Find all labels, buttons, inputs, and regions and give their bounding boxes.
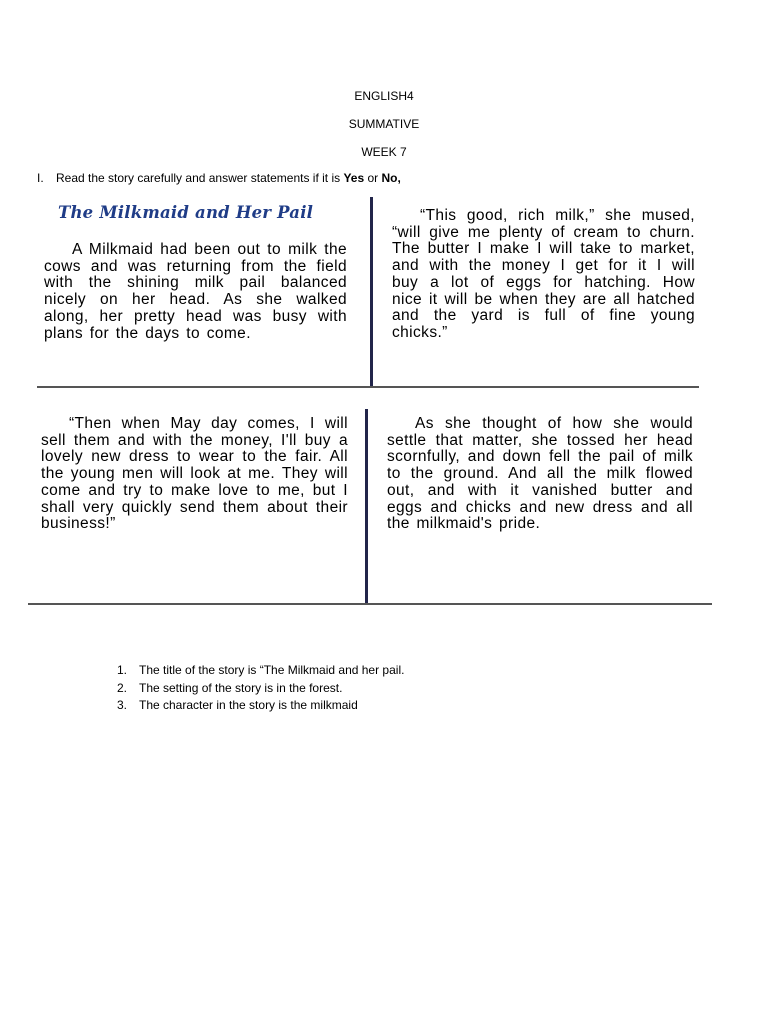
story-title: The Milkmaid and Her Pail [58, 203, 314, 222]
question-number: 3. [117, 698, 128, 712]
question-item [117, 680, 404, 698]
instruction-no: No, [381, 171, 401, 185]
week-heading: WEEK 7 [361, 145, 407, 159]
question-number: 2. [117, 680, 128, 695]
question-item [117, 697, 404, 715]
question-item [117, 662, 404, 680]
divider-horizontal-top [37, 386, 699, 388]
story-panel-3 [41, 416, 348, 592]
divider-vertical-bottom [365, 409, 368, 604]
instruction-or: or [364, 171, 382, 185]
story-panel-3-text: “Then when May day comes, I will sell them and with the money, I'll buy a lovely new dress to wear to the fair. All the young men will look at me. They will come and try to make love to me, but I shall very quickly send them about their business!” [41, 416, 348, 533]
question-number: 1. [117, 663, 128, 677]
story-panel-4-text: As she thought of how she would settle that matter, she tossed her head scornfully, and down fell the pail of milk to the ground. And all the milk flowed out, and with it vanished butter and eggs and chicks and new dress and all the milkmaid's pride. [387, 416, 693, 533]
divider-horizontal-bottom [28, 603, 712, 605]
question-text: The title of the story is “The Milkmaid and her pail. [139, 663, 405, 677]
question-text: The setting of the story is in the forest. [139, 680, 343, 695]
story-panel-1-text: A Milkmaid had been out to milk the cows and was returning from the field with the shining milk pail balanced nicely on her head. As she walked along, her pretty head was busy with plans for the days to come. [44, 242, 347, 342]
divider-vertical-top [370, 197, 373, 386]
story-panel-2 [392, 208, 695, 386]
instruction-number: I. [37, 171, 44, 185]
instruction-text: Read the story carefully and answer statements if it is [56, 171, 344, 185]
subject-heading: ENGLISH4 [354, 89, 414, 103]
story-panel-4 [387, 416, 693, 604]
instruction [37, 171, 401, 185]
instruction-yes: Yes [343, 171, 365, 185]
assessment-type-heading: SUMMATIVE [348, 117, 420, 131]
story-panel-2-text: “This good, rich milk,” she mused, “will give me plenty of cream to churn. The butter I make I will take to market, and with the money I get for it I will buy a lot of eggs for hatching. How nice it will be when they are all hatched and the yard is full of fine young chicks.” [392, 208, 695, 341]
question-list [117, 662, 404, 715]
question-text: The character in the story is the milkmaid [139, 698, 358, 712]
story-panel-1 [44, 242, 347, 386]
